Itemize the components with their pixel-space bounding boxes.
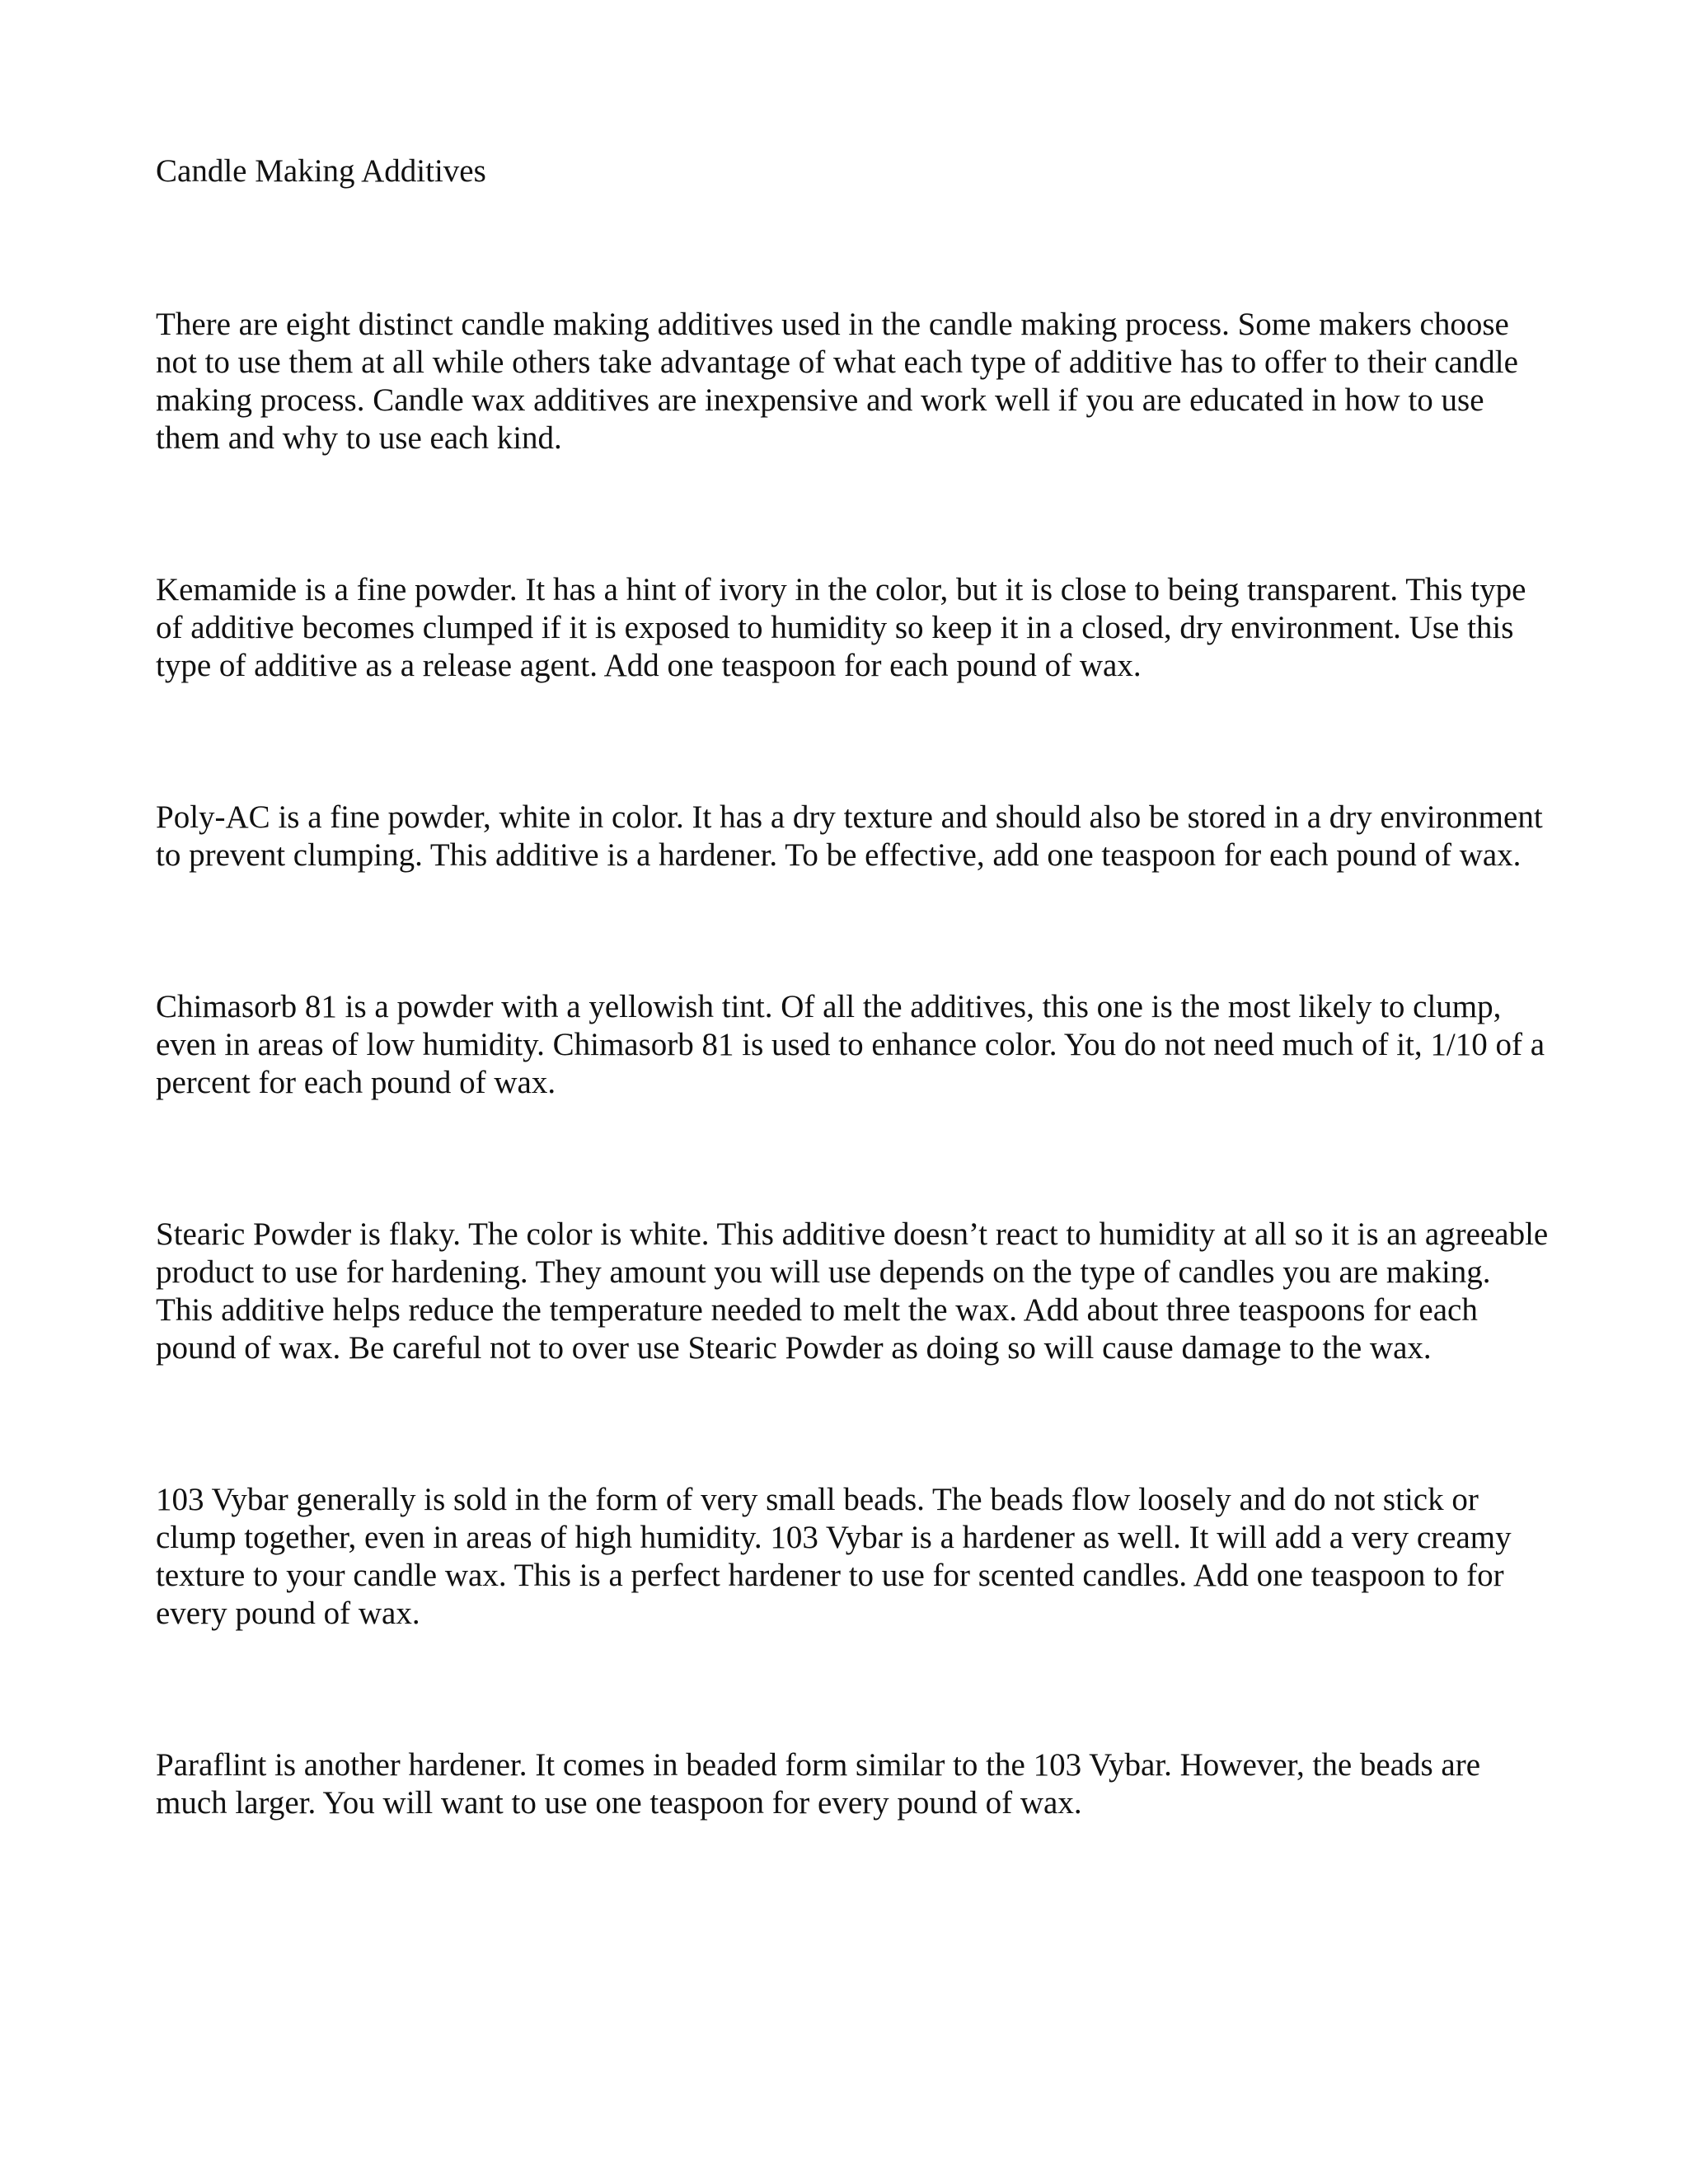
paragraph-intro: There are eight distinct candle making additives used in the candle making process. Some makers choose not to use them at all while others take advantage of what each type of additive has to offer to their candle making process. Candle wax additives are inexpensive and work well if you are educated in how to use them and why to use each kind. [156, 307, 1518, 456]
paragraph-chimasorb: Chimasorb 81 is a powder with a yellowish tint. Of all the additives, this one is the most likely to clump, even in areas of low humidity. Chimasorb 81 is used to enhance color. You do not need much of it, 1/10 of a percent for each pound of wax. [156, 989, 1545, 1100]
spacer [156, 1367, 1549, 1481]
paragraph-vybar: 103 Vybar generally is sold in the form of very small beads. The beads flow loosely and do not stick or clump together, even in areas of high humidity. 103 Vybar is a hardener as well. It will add a very creamy texture to your candle wax. This is a perfect hardener to use for scented candles. Add one teaspoon to for every pound of wax. [156, 1482, 1512, 1631]
paragraph-stearic-powder: Stearic Powder is flaky. The color is white. This additive doesn’t react to humidity at all so it is an agreeable product to use for hardening. They amount you will use depends on the type of candles you are making. This additive helps reduce the temperature needed to melt the wax. Add about three teaspoons for each pound of wax. Be careful not to over use Stearic Powder as doing so will cause damage to the wax. [156, 1216, 1549, 1366]
spacer [156, 1633, 1549, 1746]
paragraph-kemamide: Kemamide is a fine powder. It has a hint of ivory in the color, but it is close to being transparent. This type of additive becomes clumped if it is exposed to humidity so keep it in a closed, dry environment. Use this type of additive as a release agent. Add one teaspoon for each pound of wax. [156, 572, 1526, 683]
document-title: Candle Making Additives [156, 153, 486, 189]
spacer [156, 457, 1549, 571]
paragraph-poly-ac: Poly-AC is a fine powder, white in color. It has a dry texture and should also be stored in a dry environment to prevent clumping. This additive is a hardener. To be effective, add one teaspoon for each pound of wax. [156, 799, 1543, 873]
paragraph-paraflint: Paraflint is another hardener. It comes in beaded form similar to the 103 Vybar. However, the beads are much larger. You will want to use one teaspoon for every pound of wax. [156, 1747, 1481, 1821]
spacer [156, 190, 1549, 306]
spacer [156, 1102, 1549, 1216]
document-body [156, 152, 1549, 1822]
spacer [156, 685, 1549, 799]
spacer [156, 874, 1549, 988]
